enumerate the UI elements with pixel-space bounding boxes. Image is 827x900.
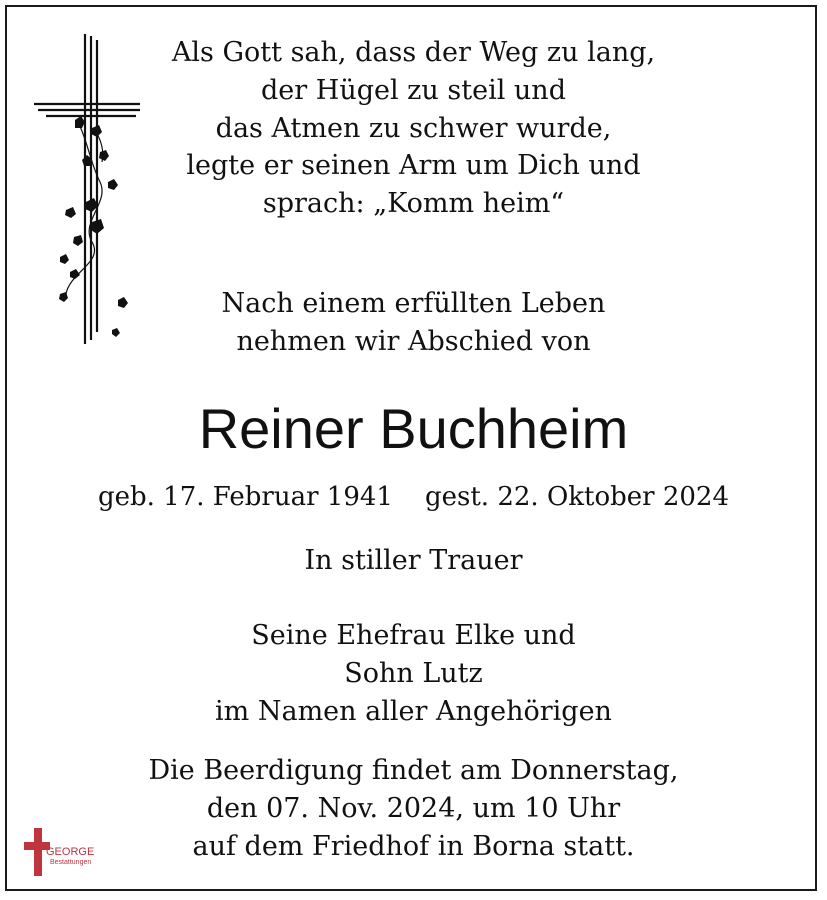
life-dates bbox=[0, 482, 827, 512]
intro-line: nehmen wir Abschied von bbox=[236, 326, 591, 357]
death-date: gest. 22. Oktober 2024 bbox=[424, 482, 730, 512]
poem-line: Als Gott sah, dass der Weg zu lang, bbox=[171, 37, 656, 68]
funeral-line: auf dem Friedhof in Borna statt. bbox=[192, 831, 635, 862]
poem-line: sprach: „Komm heim“ bbox=[262, 188, 565, 219]
george-bestattungen-logo bbox=[22, 826, 112, 878]
mourner-line: Sohn Lutz bbox=[344, 658, 483, 689]
intro-line: Nach einem erfüllten Leben bbox=[221, 288, 606, 319]
mourner-line: im Namen aller Angehörigen bbox=[215, 696, 612, 727]
logo-title: GEORGE bbox=[46, 846, 95, 858]
mourner-line: Seine Ehefrau Elke und bbox=[251, 620, 576, 651]
logo-subtitle: Bestattungen bbox=[50, 859, 92, 866]
birth-date: geb. 17. Februar 1941 bbox=[97, 482, 393, 512]
poem-line: legte er seinen Arm um Dich und bbox=[186, 150, 641, 181]
mourning-heading: In stiller Trauer bbox=[304, 545, 523, 576]
poem-line: das Atmen zu schwer wurde, bbox=[215, 113, 612, 144]
funeral-line: Die Beerdigung findet am Donnerstag, bbox=[148, 755, 679, 786]
funeral-line: den 07. Nov. 2024, um 10 Uhr bbox=[206, 793, 621, 824]
deceased-name: Reiner Buchheim bbox=[198, 397, 629, 460]
poem-line: der Hügel zu steil und bbox=[261, 75, 566, 106]
